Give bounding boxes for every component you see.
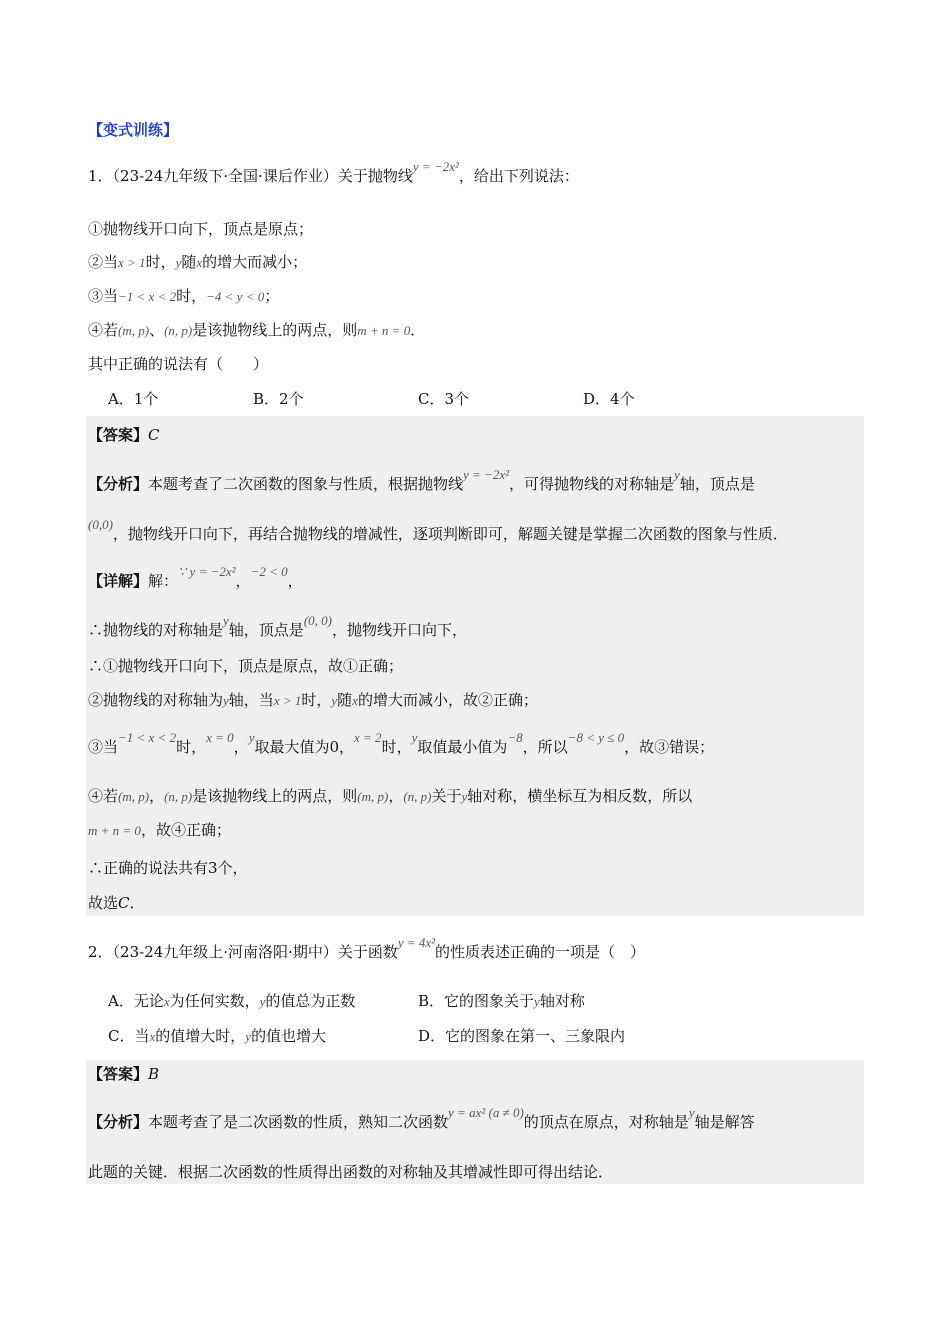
q1-detail-line-2: ∴①抛物线开口向下，顶点是原点，故①正确； bbox=[88, 657, 404, 675]
q1-equation: y = −2x² bbox=[412, 159, 459, 174]
q1-stem: 1．（23-24九年级下·全国·课后作业）关于抛物线y = −2x²，给出下列说法： bbox=[88, 159, 579, 185]
section-heading: 【变式训练】 bbox=[88, 121, 179, 139]
q1-option-a: A．1个 bbox=[108, 390, 159, 408]
q2-equation: y = 4x² bbox=[397, 935, 436, 950]
q1-answer: 【答案】C bbox=[88, 426, 160, 444]
q2-option-c: C．当x的值增大时，y的值也增大 bbox=[108, 1027, 327, 1045]
q1-option-b: B．2个 bbox=[253, 390, 304, 408]
q1-detail-line-1: ∴抛物线的对称轴是y轴，顶点是(0, 0)，抛物线开口向下， bbox=[88, 613, 467, 639]
q1-statement-4: ④若(m, p)、(n, p)是该抛物线上的两点，则m + n = 0． bbox=[88, 321, 426, 339]
q2-stem: 2．（23-24九年级上·河南洛阳·期中）关于函数y = 4x²的性质表述正确的一项是（ ） bbox=[88, 935, 646, 961]
q1-detail-line-4: ③当−1 < x < 2时，x = 0，y取最大值为0，x = 2时，y取值最小值为−8，所以−8 < y ≤ 0，故③错误； bbox=[88, 730, 715, 756]
q2-option-d: D．它的图象在第一、三象限内 bbox=[418, 1027, 626, 1045]
q1-detail-line-6: m + n = 0，故④正确； bbox=[88, 821, 231, 839]
q1-ask: 其中正确的说法有（ ） bbox=[88, 355, 269, 373]
q1-statement-3: ③当−1 < x < 2时，−4 < y < 0； bbox=[88, 287, 280, 305]
q1-detail-line-7: ∴正确的说法共有3个， bbox=[88, 859, 248, 877]
q1-statement-1: ①抛物线开口向下，顶点是原点； bbox=[88, 220, 314, 238]
q1-analysis-line-1: 【分析】本题考查了二次函数的图象与性质，根据抛物线y = −2x²，可得抛物线的对称轴是y轴，顶点是 bbox=[88, 467, 755, 493]
q1-option-c: C．3个 bbox=[418, 390, 470, 408]
q1-detail-line-3: ②抛物线的对称轴为y轴，当x > 1时，y随x的增大而减小，故②正确； bbox=[88, 691, 538, 709]
q1-detail-line-5: ④若(m, p)，(n, p)是该抛物线上的两点，则(m, p)，(n, p)关于y轴对称，横坐标互为相反数，所以 bbox=[88, 787, 693, 805]
q2-analysis-line-1: 【分析】本题考查了是二次函数的性质，熟知二次函数y = ax² (a ≠ 0)的顶点在原点，对称轴是y轴是解答 bbox=[88, 1105, 755, 1131]
q2-option-b: B．它的图象关于y轴对称 bbox=[418, 992, 585, 1010]
q1-analysis-line-2: (0,0)，抛物线开口向下，再结合抛物线的增减性，逐项判断即可，解题关键是掌握二次函数的图象与性质． bbox=[88, 517, 788, 543]
q2-option-a: A．无论x为任何实数，y的值总为正数 bbox=[108, 992, 356, 1010]
q1-option-d: D．4个 bbox=[583, 390, 635, 408]
q1-detail-intro: 【详解】解：∵ y = −2x²，−2 < 0， bbox=[88, 564, 303, 590]
q1-statement-2: ②当x > 1时，y随x的增大而减小； bbox=[88, 253, 308, 271]
q2-answer: 【答案】B bbox=[88, 1065, 160, 1083]
q1-detail-line-8: 故选C． bbox=[88, 894, 145, 912]
q2-analysis-line-2: 此题的关键．根据二次函数的性质得出函数的对称轴及其增减性即可得出结论． bbox=[88, 1163, 614, 1181]
